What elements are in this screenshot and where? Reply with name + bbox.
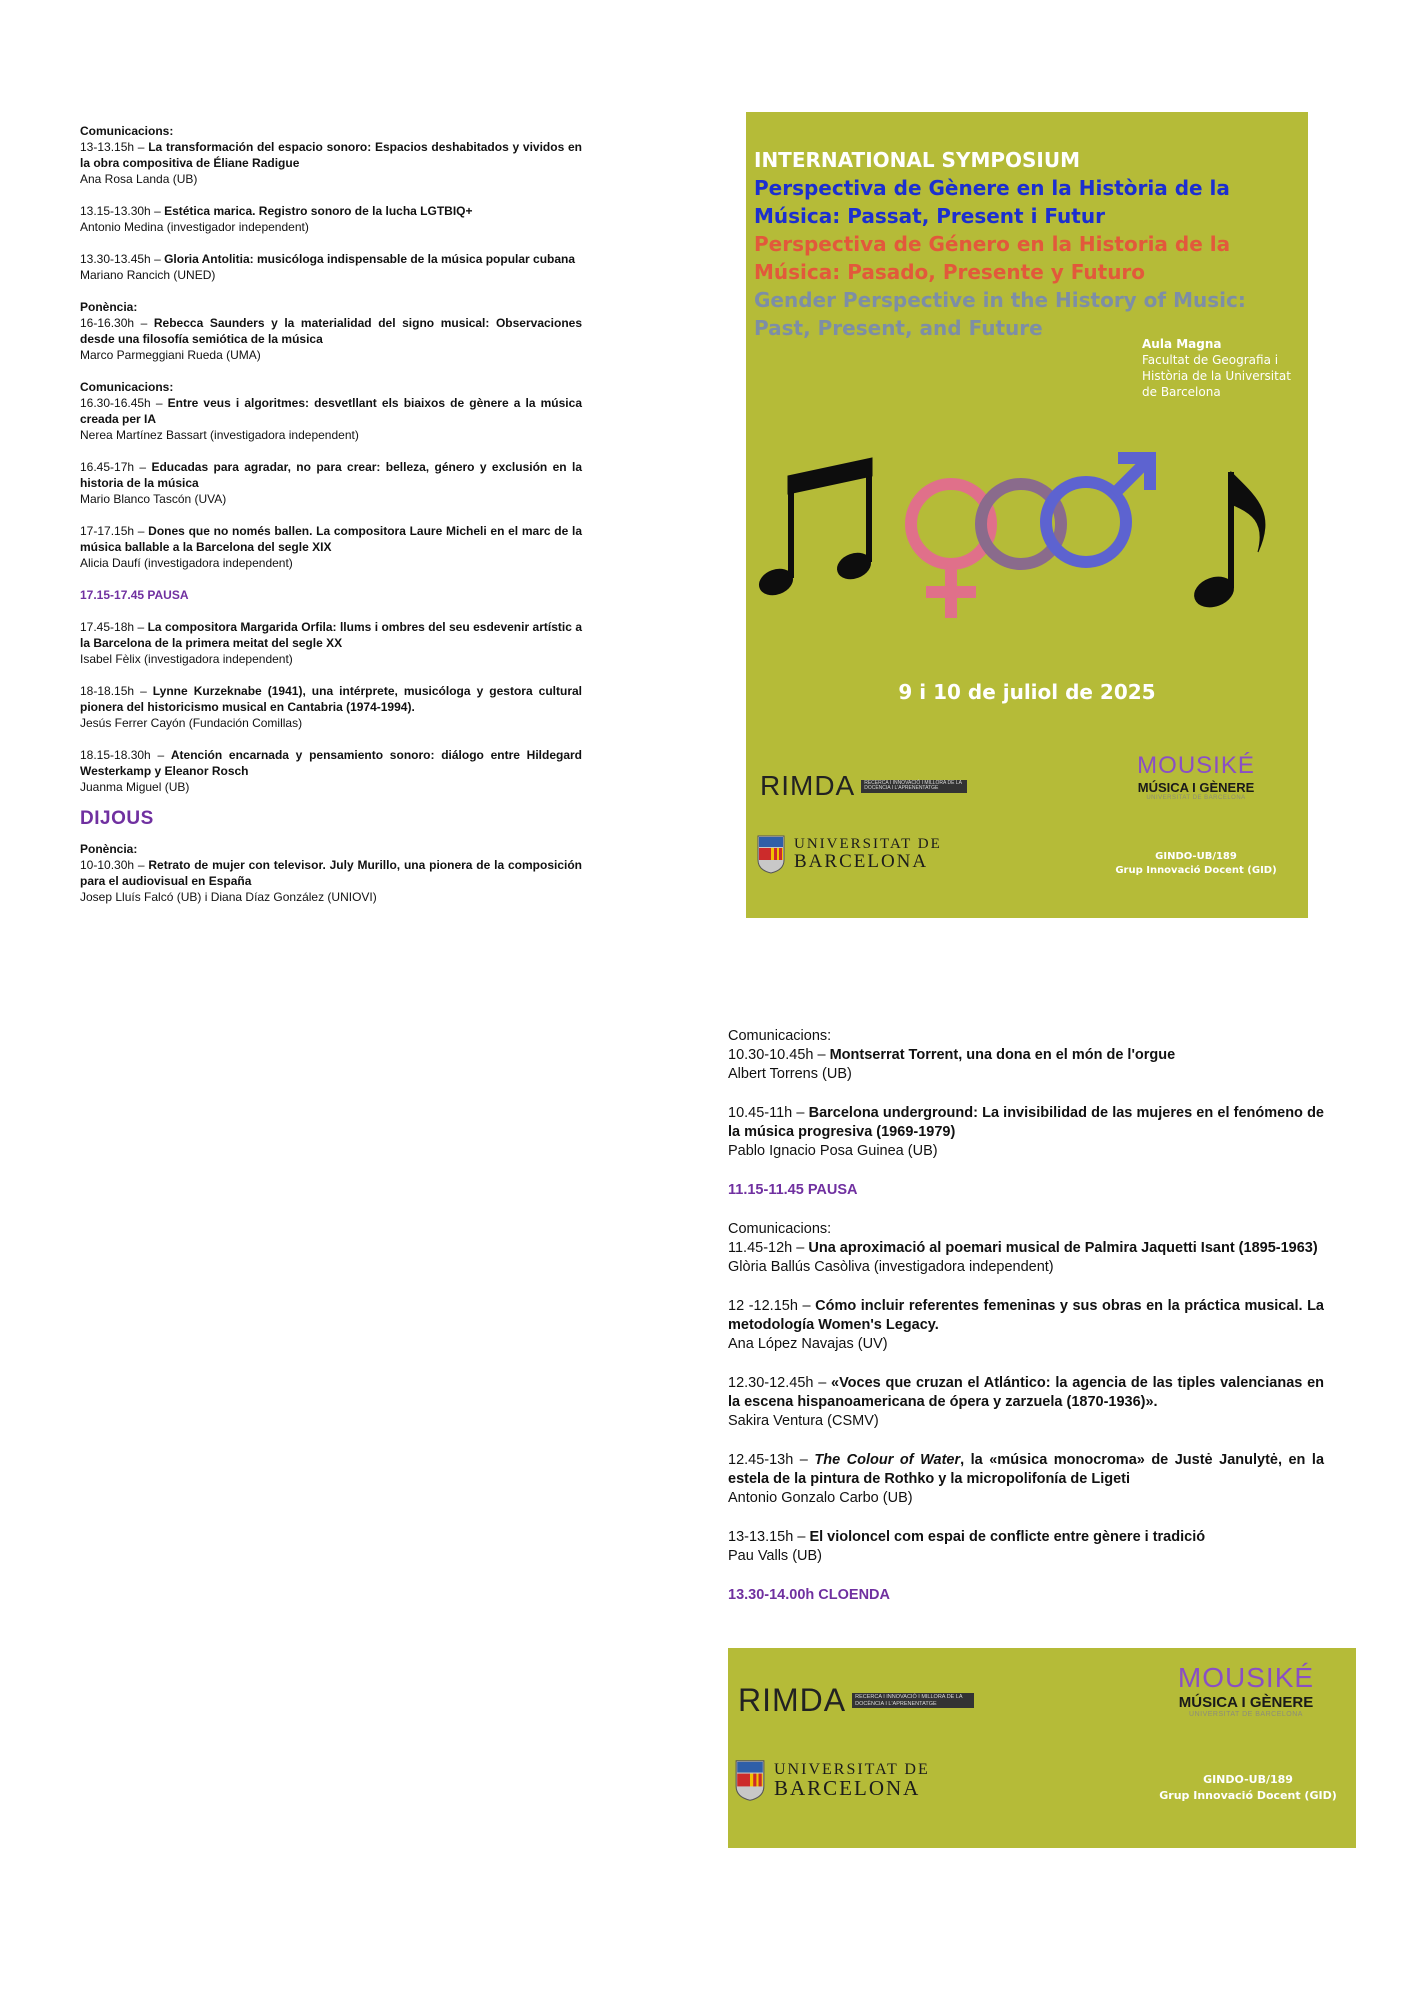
program-entry [728,1297,1324,1354]
entry-speaker: Alicia Daufí (investigadora independent) [80,556,293,570]
entry-title: La compositora Margarida Orfila: llums i ombres del seu esdevenir artístic a la Barcelona de la primera meitat del segle XX [80,620,582,650]
ub-shield-icon [756,834,786,874]
program-entry [728,1374,1324,1431]
entry-title: Retrato de mujer con televisor. July Murillo, una pionera de la composición para el audiovisual en España [80,858,582,888]
entry-speaker: Mariano Rancich (UNED) [80,268,216,282]
poster-dates: 9 i 10 de juliol de 2025 [898,680,1156,704]
entry-title: Dones que no només ballen. La compositora Laure Micheli en el marc de la música ballable a la Barcelona del segle XIX [80,524,583,554]
session-type-label: Comunicacions: [728,1028,832,1044]
entry-time: 12.30-12.45h – [728,1375,832,1391]
entry-title-italic: The Colour of Water [814,1452,961,1468]
program-block [80,459,582,507]
entry-line [728,1046,1324,1065]
poster-symposium-label: INTERNATIONAL SYMPOSIUM [754,148,1080,172]
entry-speaker: Jesús Ferrer Cayón (Fundación Comillas) [80,716,303,730]
program-entry [80,857,582,905]
beamed-notes-icon [756,458,874,599]
program-entry [728,1046,1324,1084]
entry-speaker: Ana López Navajas (UV) [728,1336,888,1352]
entry-speaker: Mario Blanco Tascón (UVA) [80,492,227,506]
entry-line [80,523,582,555]
program-entry [80,619,582,667]
poster-venue [1142,336,1302,400]
entry-time: 13.30-13.45h – [80,252,165,266]
program-entry [80,139,582,187]
session-type-label: Comunicacions: [728,1221,832,1237]
ub-wordmark: UNIVERSITAT DE BARCELONA [774,1760,930,1800]
program-entry [80,747,582,795]
entry-title: Rebecca Saunders y la materialidad del signo musical: Observaciones desde una filosofía semiótica de la música [80,316,583,346]
entry-title: Gloria Antolitia: musicóloga indispensable de la música popular cubana [164,252,576,266]
program-entry [80,395,582,443]
program-block [728,1027,1324,1084]
entry-title: , la «música monocroma» de Justė Janulytė, en la estela de la pintura de Rothko y la micropolifonía de Ligeti [728,1452,1325,1487]
entry-title: Lynne Kurzeknabe (1941), una intérprete, musicóloga y gestora cultural pionera del historicismo musical en Cantabria (1974-1994). [80,684,582,714]
program-column-right [728,1027,1324,1625]
program-entry [728,1239,1324,1277]
pause-label: 11.15-11.45 PAUSA [728,1182,858,1198]
program-block [80,203,582,235]
gindo-label: GINDO-UB/189 Grup Innovació Docent (GID) [1115,851,1277,876]
entry-time: 16-16.30h – [80,316,154,330]
rimda-logo: RIMDA RECERCA I INNOVACIÓ I MILLORA DE LA DOCÈNCIA I L'APRENENTATGE [738,1682,974,1719]
ub-logo [734,1758,930,1802]
program-block [80,299,582,363]
gender-symbols-icon [911,458,1150,618]
program-entry [80,523,582,571]
entry-title: El violoncel com espai de conflicte entre gènere i tradició [809,1529,1206,1545]
poster-title-spanish: Perspectiva de Género en la Historia de la Música: Pasado, Presente y Futuro [754,232,1231,284]
program-block [728,1104,1324,1161]
entry-time: 13-13.15h – [728,1529,810,1545]
program-block [728,1220,1324,1277]
ub-wordmark: UNIVERSITAT DE BARCELONA [794,836,942,872]
program-block [80,683,582,731]
program-entry [80,315,582,363]
entry-time: 16.45-17h – [80,460,152,474]
entry-speaker: Antonio Gonzalo Carbo (UB) [728,1490,913,1506]
entry-line [80,395,582,427]
entry-time: 10-10.30h – [80,858,149,872]
program-entry [728,1528,1324,1566]
entry-time: 12 -12.15h – [728,1298,816,1314]
entry-title: Educadas para agradar, no para crear: belleza, género y exclusión en la historia de la música [80,460,583,490]
ub-shield-icon [734,1758,766,1802]
program-block [80,523,582,571]
mousike-logo: MOUSIKÉ MÚSICA I GÈNERE UNIVERSITAT DE BARCELONA [1137,752,1255,801]
symposium-poster [746,112,1308,918]
entry-speaker: Marco Parmeggiani Rueda (UMA) [80,348,261,362]
entry-title: Montserrat Torrent, una dona en el món de l'orgue [829,1047,1176,1063]
entry-line [80,683,582,715]
program-block [80,379,582,443]
entry-title: Entre veus i algoritmes: desvetllant els biaixos de gènere a la música creada per IA [80,396,582,426]
program-block [80,747,582,795]
program-block [728,1528,1324,1566]
entry-speaker: Sakira Ventura (CSMV) [728,1413,879,1429]
entry-time: 18.15-18.30h – [80,748,171,762]
entry-line [728,1104,1324,1142]
entry-title: Atención encarnada y pensamiento sonoro: diálogo entre Hildegard Westerkamp y Eleanor Rosch [80,748,582,778]
entry-line [80,203,582,219]
program-block [728,1374,1324,1431]
entry-line [728,1374,1324,1412]
entry-speaker: Ana Rosa Landa (UB) [80,172,198,186]
entry-speaker: Albert Torrens (UB) [728,1066,852,1082]
entry-time: 10.30-10.45h – [728,1047,830,1063]
entry-time: 13.15-13.30h – [80,204,165,218]
session-type-label: Comunicacions: [80,380,174,394]
entry-line [80,857,582,889]
program-block [80,841,582,905]
entry-title: «Voces que cruzan el Atlántico: la agencia de las tiples valencianas en la escena hispanoamericana de ópera y zarzuela (1870-1936)». [728,1375,1324,1410]
program-block [80,123,582,187]
entry-line [728,1451,1324,1489]
poster-illustration [746,442,1308,622]
entry-title: Cómo incluir referentes femeninas y sus obras en la práctica musical. La metodología Women's Legacy. [728,1298,1324,1333]
program-block [80,251,582,283]
entry-title: Una aproximació al poemari musical de Palmira Jaquetti Isant (1895-1963) [808,1240,1318,1256]
poster-title-catalan: Perspectiva de Gènere en la Història de la Música: Passat, Present i Futur [754,176,1230,228]
entry-speaker: Antonio Medina (investigador independent) [80,220,309,234]
program-block [728,1451,1324,1508]
program-entry [80,459,582,507]
ub-logo [756,834,942,874]
entry-speaker: Juanma Miguel (UB) [80,780,190,794]
program-block [728,1297,1324,1354]
session-type-label: Ponència: [80,300,138,314]
entry-line [80,315,582,347]
program-entry [80,683,582,731]
entry-time: 11.45-12h – [728,1240,809,1256]
entry-line [80,251,582,267]
day-heading: DIJOUS [80,808,154,829]
entry-title: La transformación del espacio sonoro: Espacios deshabitados y vividos en la obra compositiva de Éliane Radigue [80,140,583,170]
session-type-label: Ponència: [80,842,138,856]
entry-time: 18-18.15h – [80,684,153,698]
sponsors-banner [728,1648,1356,1848]
entry-time: 17-17.15h – [80,524,149,538]
program-entry [728,1451,1324,1508]
venue-name: Aula Magna [1142,337,1222,351]
entry-line [80,459,582,491]
program-entry [728,1104,1324,1161]
entry-time: 17.45-18h – [80,620,148,634]
entry-speaker: Glòria Ballús Casòliva (investigadora independent) [728,1259,1054,1275]
program-column-left [80,123,582,921]
entry-time: 12.45-13h – [728,1452,815,1468]
gindo-label: GINDO-UB/189 Grup Innovació Docent (GID) [1159,1773,1337,1802]
entry-speaker: Pau Valls (UB) [728,1548,823,1564]
session-type-label: Comunicacions: [80,124,174,138]
entry-speaker: Josep Lluís Falcó (UB) i Diana Díaz González (UNIOVI) [80,890,377,904]
program-entry [80,251,582,283]
mousike-logo: MOUSIKÉ MÚSICA I GÈNERE UNIVERSITAT DE BARCELONA [1177,1662,1315,1718]
entry-line [80,619,582,651]
entry-title: Estética marica. Registro sonoro de la lucha LGTBIQ+ [164,204,473,218]
rimda-logo: RIMDA RECERCA I INNOVACIÓ I MILLORA DE LA DOCÈNCIA I L'APRENENTATGE [760,770,967,802]
entry-time: 16.30-16.45h – [80,396,168,410]
poster-title-english: Gender Perspective in the History of Music: Past, Present, and Future [754,288,1246,340]
entry-line [80,139,582,171]
entry-line [728,1528,1324,1547]
eighth-note-icon [1190,472,1265,612]
closing-label: 13.30-14.00h CLOENDA [728,1587,890,1603]
venue-detail: Facultat de Geografia i Història de la Universitat de Barcelona [1142,353,1291,399]
entry-speaker: Isabel Fèlix (investigadora independent) [80,652,293,666]
entry-line [728,1297,1324,1335]
entry-speaker: Pablo Ignacio Posa Guinea (UB) [728,1143,938,1159]
entry-line [80,747,582,779]
entry-title: Barcelona underground: La invisibilidad de las mujeres en el fenómeno de la música progresiva (1969-1979) [728,1105,1324,1140]
entry-time: 13-13.15h – [80,140,149,154]
program-block [80,619,582,667]
pause-label: 17.15-17.45 PAUSA [80,588,189,602]
entry-speaker: Nerea Martínez Bassart (investigadora independent) [80,428,359,442]
program-entry [80,203,582,235]
entry-line [728,1239,1324,1258]
entry-time: 10.45-11h – [728,1105,809,1121]
